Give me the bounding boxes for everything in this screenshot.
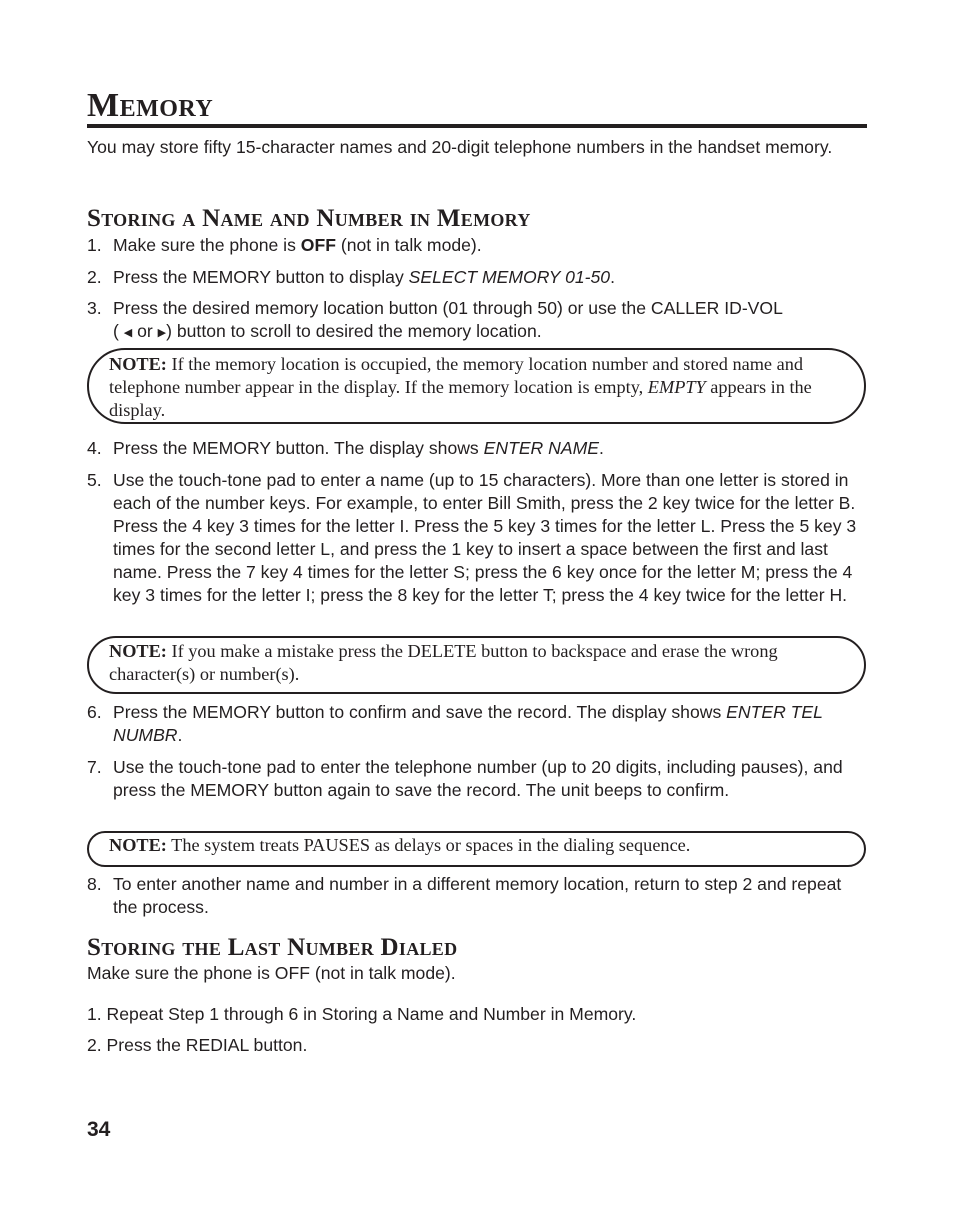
step-number: 4. (87, 438, 102, 458)
step-2 (87, 266, 869, 289)
note-italic: EMPTY (647, 377, 706, 397)
step-8 (87, 873, 869, 919)
step-4 (87, 437, 869, 460)
section-intro: Make sure the phone is OFF (not in talk mode). (87, 963, 456, 983)
display-text: ENTER NAME (483, 438, 599, 458)
step-number: 8. (87, 874, 102, 894)
step-text: Press the desired memory location button (01 through 50) or use the CALLER ID-VOL (113, 298, 783, 318)
note-text (109, 834, 850, 857)
step-text: Press the MEMORY button to confirm and save the record. The display shows (113, 702, 727, 722)
note-body: The system treats PAUSES as delays or spaces in the dialing sequence. (166, 835, 691, 855)
page-number: 34 (87, 1118, 111, 1141)
step-number: 6. (87, 702, 102, 722)
note-text (109, 353, 850, 422)
note-box (87, 348, 866, 424)
section-heading-storing-name: Storing a Name and Number in Memory (87, 205, 531, 232)
note-box (87, 636, 866, 694)
list-item: 2. Press the REDIAL button. (87, 1035, 308, 1055)
step-number: 3. (87, 298, 102, 318)
step-text: Use the touch-tone pad to enter the telephone number (up to 20 digits, including pauses), and press the MEMORY button again to save the record. The unit beeps to confirm. (113, 757, 843, 800)
step-text: ) button to scroll to desired the memory location. (166, 321, 542, 341)
right-arrow-icon: ▶ (157, 327, 167, 339)
step-number: 1. (87, 235, 102, 255)
step-text: or (132, 321, 158, 341)
step-number: 2. (87, 267, 102, 287)
step-text: . (177, 725, 183, 745)
note-label: NOTE: (109, 835, 167, 855)
step-number: 7. (87, 757, 102, 777)
step-bold: OFF (300, 235, 336, 255)
step-text: (not in talk mode). (335, 235, 482, 255)
step-text: To enter another name and number in a different memory location, return to step 2 and repeat the process. (113, 874, 842, 917)
note-box (87, 831, 866, 867)
step-1 (87, 234, 869, 257)
left-arrow-icon: ◀ (123, 327, 133, 339)
step-text: ( (113, 321, 119, 341)
note-label: NOTE: (109, 354, 167, 374)
step-text: Use the touch-tone pad to enter a name (up to 15 characters). More than one letter is stored in each of the number keys. For example, to enter Bill Smith, press the 2 key twice for the letter B. Press the 4 key 3 times for the letter I. Press the 5 key 3 times for the letter L. Press the 5 key 3 times for the second letter L, and press the 1 key to insert a space between the first and last name. Press the 7 key 4 times for the letter S; press the 6 key once for the letter M; press the 4 key 3 times for the letter I; press the 8 key for the letter T; press the 4 key twice for the letter H. (113, 470, 857, 605)
step-7 (87, 756, 869, 802)
section-heading-last-number: Storing the Last Number Dialed (87, 934, 458, 961)
note-body: If you make a mistake press the DELETE button to backspace and erase the wrong character(s) or number(s). (109, 641, 778, 684)
display-text: ENTER TEL NUMBR (113, 702, 823, 745)
step-3 (87, 297, 869, 345)
note-body: appears in the display. (109, 377, 812, 420)
note-text (109, 640, 850, 686)
intro-paragraph: You may store fifty 15-character names and 20-digit telephone numbers in the handset memory. (87, 137, 833, 157)
step-6 (87, 701, 869, 747)
title-rule (87, 124, 867, 128)
display-text: SELECT MEMORY 01-50 (408, 267, 611, 287)
list-item: 1. Repeat Step 1 through 6 in Storing a Name and Number in Memory. (87, 1004, 637, 1024)
step-text: Make sure the phone is (113, 235, 301, 255)
step-text: Press the MEMORY button to display (113, 267, 409, 287)
page-title: Memory (87, 87, 214, 124)
step-text: . (610, 267, 615, 287)
note-label: NOTE: (109, 641, 167, 661)
step-5 (87, 469, 869, 607)
step-number: 5. (87, 470, 102, 490)
note-body: If the memory location is occupied, the memory location number and stored name and telephone number appear in the display. If the memory location is empty, (109, 354, 804, 397)
step-text: Press the MEMORY button. The display shows (113, 438, 484, 458)
step-text: . (598, 438, 604, 458)
